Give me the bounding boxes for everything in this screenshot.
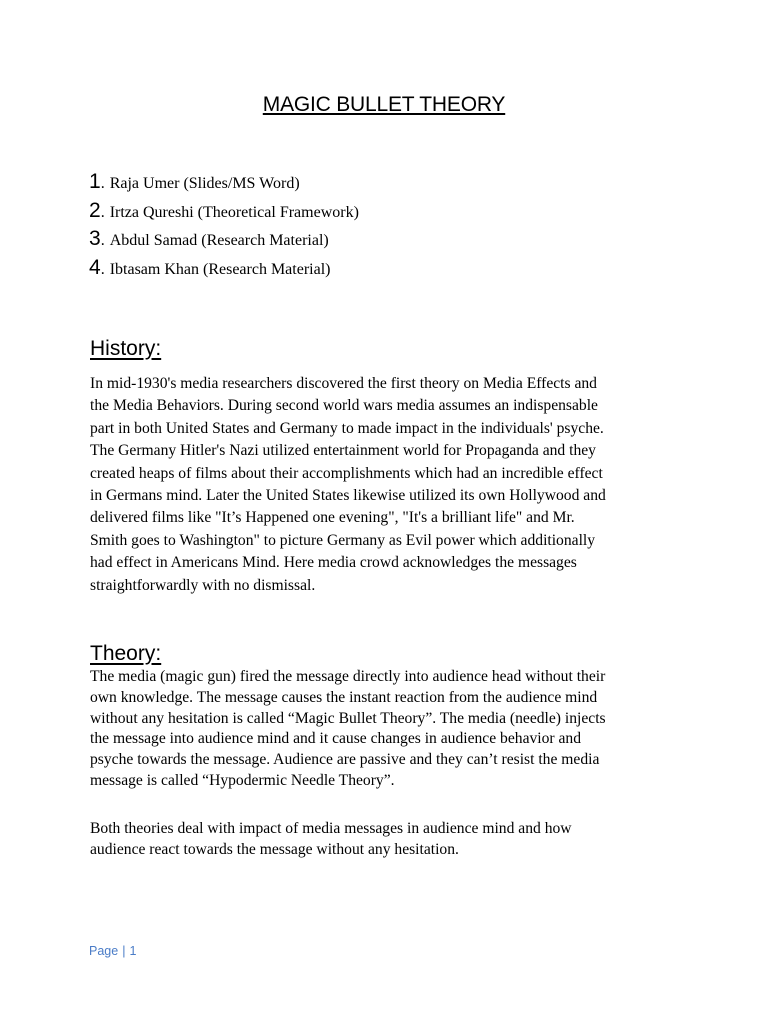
paragraph-line: audience react towards the message without any hesitation. [90,840,459,858]
theory-paragraph-2 [90,819,690,861]
paragraph-line: Both theories deal with impact of media messages in audience mind and how [90,820,572,837]
theory-heading: Theory: [90,642,162,665]
paragraph-line: without any hesitation is called “Magic Bullet Theory”. The media (needle) injects [90,709,606,727]
member-name: Ibtasam Khan (Research Material) [109,260,331,278]
member-name: Irtza Qureshi (Theoretical Framework) [109,203,359,221]
member-item: 2 . Irtza Qureshi (Theoretical Framework) [89,198,359,222]
member-number: 1 [89,170,101,193]
paragraph-line: own knowledge. The message causes the instant reaction from the audience mind [90,688,598,706]
member-item: 4 . Ibtasam Khan (Research Material) [89,255,331,279]
paragraph-line: straightforwardly with no dismissal. [90,576,316,594]
document-title: MAGIC BULLET THEORY [262,93,506,116]
footer-page-label: Page [89,944,119,958]
page-footer [89,942,136,960]
member-item: 3 . Abdul Samad (Research Material) [89,227,329,250]
paragraph-line: part in both United States and Germany to made impact in the individuals' psyche. [90,419,604,437]
paragraph-line: message is called “Hypodermic Needle Theory”. [90,771,395,789]
member-name: Raja Umer (Slides/MS Word) [109,175,300,192]
paragraph-line: psyche towards the message. Audience are passive and they can’t resist the media [90,751,600,769]
member-item: 1 . Raja Umer (Slides/MS Word) [89,170,300,193]
member-number: 2 [89,198,101,222]
paragraph-line: created heaps of films about their accomplishments which had an incredible effect [90,464,603,482]
footer-page-number: 1 [129,944,137,958]
paragraph-line: in Germans mind. Later the United States likewise utilized its own Hollywood and [90,487,606,505]
paragraph-line: had effect in Americans Mind. Here media crowd acknowledges the messages [90,554,577,572]
footer-separator: | [122,944,126,958]
member-number: 3 [89,227,101,250]
group-members-list [89,170,359,284]
member-name: Abdul Samad (Research Material) [109,232,329,249]
paragraph-line: Smith goes to Washington" to picture Germany as Evil power which additionally [90,531,596,549]
paragraph-line: the message into audience mind and it cause changes in audience behavior and [90,730,582,748]
theory-paragraph-1 [90,667,690,792]
history-heading: History: [90,337,162,360]
paragraph-line: delivered films like "It’s Happened one evening", "It's a brilliant life" and Mr. [90,509,575,527]
paragraph-line: In mid-1930's media researchers discovered the first theory on Media Effects and [90,375,597,392]
paragraph-line: The Germany Hitler's Nazi utilized entertainment world for Propaganda and they [90,442,596,460]
history-paragraph [90,373,690,597]
paragraph-line: the Media Behaviors. During second world wars media assumes an indispensable [90,397,598,415]
member-number: 4 [89,255,101,279]
paragraph-line: The media (magic gun) fired the message directly into audience head without their [90,668,606,685]
